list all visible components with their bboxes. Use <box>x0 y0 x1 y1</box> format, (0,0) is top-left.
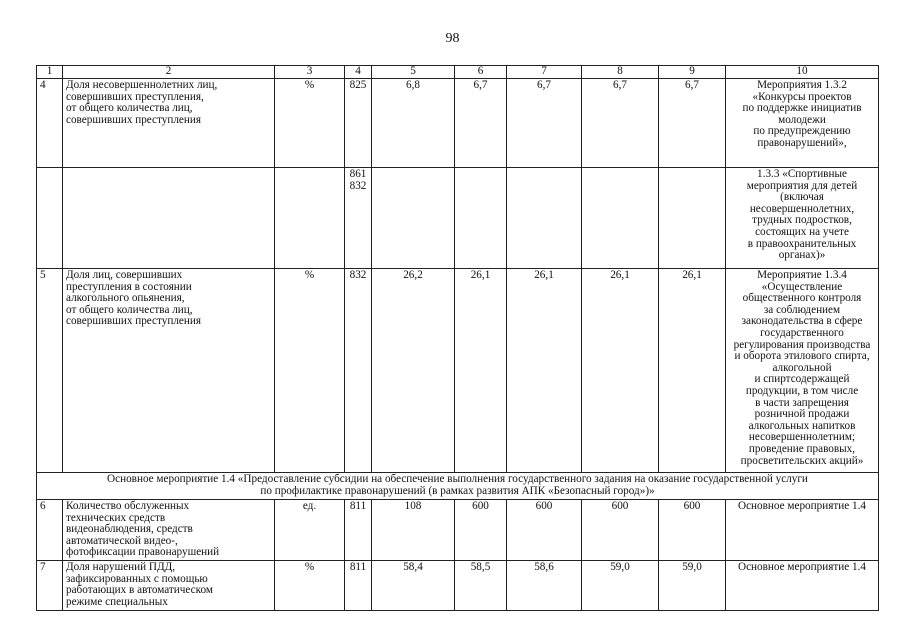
header-cell: 1 <box>37 66 63 79</box>
value-col9: 600 <box>659 500 726 561</box>
value-col6: 6,7 <box>455 79 507 168</box>
event-cell: Мероприятия 1.3.2 «Конкурсы проектов по поддержке инициатив молодежи по предупреждению правонарушений», <box>726 79 879 168</box>
value-col8: 59,0 <box>582 560 659 610</box>
header-cell: 5 <box>372 66 455 79</box>
empty-cell <box>275 168 345 269</box>
indicator-name: Количество обслуженных технических средств видеонаблюдения, средств автоматической видео-, фотофиксации правонарушений <box>63 500 275 561</box>
column-numbers-row <box>37 66 879 79</box>
row-number: 4 <box>37 79 63 168</box>
table-row <box>37 269 879 473</box>
row-number: 6 <box>37 500 63 561</box>
value-col6: 26,1 <box>455 269 507 473</box>
value-col5: 108 <box>372 500 455 561</box>
value-col7: 6,7 <box>507 79 582 168</box>
value-col7: 58,6 <box>507 560 582 610</box>
section-title: Основное мероприятие 1.4 «Предоставление субсидии на обеспечение выполнения государственного задания на оказание государственной услуги по профилактике правонарушений (в рамках развития АПК «Безопасный город»)» <box>37 473 879 500</box>
value-col5: 58,4 <box>372 560 455 610</box>
value-col9: 26,1 <box>659 269 726 473</box>
header-cell: 2 <box>63 66 275 79</box>
unit: % <box>275 560 345 610</box>
table-row <box>37 560 879 610</box>
code: 811 <box>345 560 372 610</box>
value-col9: 59,0 <box>659 560 726 610</box>
code: 811 <box>345 500 372 561</box>
header-cell: 8 <box>582 66 659 79</box>
header-cell: 7 <box>507 66 582 79</box>
section-row <box>37 473 879 500</box>
code: 832 <box>345 269 372 473</box>
indicator-name: Доля лиц, совершивших преступления в состоянии алкогольного опьянения, от общего количества лиц, совершивших преступления <box>63 269 275 473</box>
row-number: 5 <box>37 269 63 473</box>
empty-cell <box>372 168 455 269</box>
value-col8: 26,1 <box>582 269 659 473</box>
value-col6: 58,5 <box>455 560 507 610</box>
unit: % <box>275 269 345 473</box>
event-cell: Основное мероприятие 1.4 <box>726 560 879 610</box>
unit: ед. <box>275 500 345 561</box>
empty-cell <box>455 168 507 269</box>
table-row <box>37 79 879 168</box>
indicator-name: Доля несовершеннолетних лиц, совершивших преступления, от общего количества лиц, совершивших преступления <box>63 79 275 168</box>
value-col5: 6,8 <box>372 79 455 168</box>
code: 825 <box>345 79 372 168</box>
indicator-name: Доля нарушений ПДД, зафиксированных с помощью работающих в автоматическом режиме специальных <box>63 560 275 610</box>
value-col7: 26,1 <box>507 269 582 473</box>
header-cell: 3 <box>275 66 345 79</box>
value-col6: 600 <box>455 500 507 561</box>
empty-cell <box>37 168 63 269</box>
header-cell: 4 <box>345 66 372 79</box>
header-cell: 10 <box>726 66 879 79</box>
event-cell: Мероприятие 1.3.4 «Осуществление общественного контроля за соблюдением законодательства в сфере государственного регулирования производства и оборота этилового спирта, алкогольной и спиртсодержащей продукции, в том числе в части запрещения розничной продажи алкогольных напитков несовершеннолетним; проведение правовых, просветительских акций» <box>726 269 879 473</box>
event-cell: 1.3.3 «Спортивные мероприятия для детей (включая несовершеннолетних, трудных подростков, состоящих на учете в правоохранительных органах)» <box>726 168 879 269</box>
value-col8: 600 <box>582 500 659 561</box>
value-col9: 6,7 <box>659 79 726 168</box>
page-number: 98 <box>445 31 460 46</box>
empty-cell <box>582 168 659 269</box>
value-col5: 26,2 <box>372 269 455 473</box>
value-col8: 6,7 <box>582 79 659 168</box>
table-row <box>37 168 879 269</box>
value-col7: 600 <box>507 500 582 561</box>
table-row <box>37 500 879 561</box>
code: 861 832 <box>345 168 372 269</box>
empty-cell <box>507 168 582 269</box>
event-cell: Основное мероприятие 1.4 <box>726 500 879 561</box>
header-cell: 6 <box>455 66 507 79</box>
empty-cell <box>659 168 726 269</box>
empty-cell <box>63 168 275 269</box>
row-number: 7 <box>37 560 63 610</box>
indicators-table <box>36 65 879 611</box>
unit: % <box>275 79 345 168</box>
header-cell: 9 <box>659 66 726 79</box>
